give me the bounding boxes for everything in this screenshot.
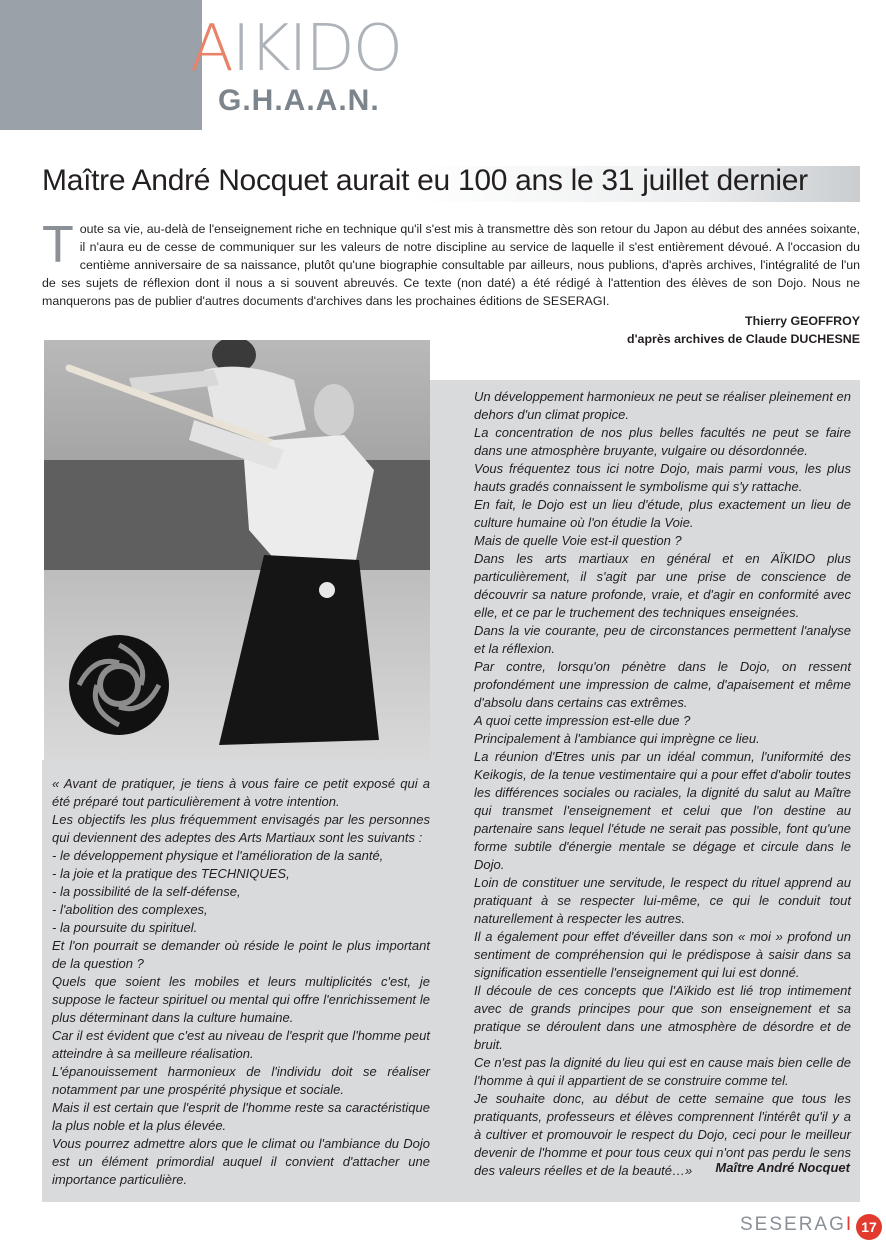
aikido-photo [44, 340, 430, 760]
paragraph: « Avant de pratiquer, je tiens à vous faire ce petit exposé qui a été préparé tout particulièrement à votre intention. [52, 776, 430, 809]
paragraph: Je souhaite donc, au début de cette semaine que tous les pratiquants, professeurs et élèves comprennent l'intérêt qu'il y a à cultiver et promouvoir le respect du Dojo, ceci pour le meilleur devenir de l'homme et pour tous ceux qui n'ont pas perdu le sens des valeurs réelles et de la beauté…» [474, 1091, 851, 1178]
paragraph: Mais de quelle Voie est-il question ? [474, 533, 682, 548]
credit-author: Thierry GEOFFROY [745, 314, 860, 328]
paragraph: Ce n'est pas la dignité du lieu qui est en cause mais bien celle de l'homme à qui il appartient de se construire comme tel. [474, 1055, 851, 1088]
list-item: - le développement physique et l'amélioration de la santé, [52, 848, 384, 863]
paragraph: La concentration de nos plus belles facultés ne peut se faire dans une atmosphère bruyante, vulgaire ou désordonnée. [474, 425, 851, 458]
aikido-logo: AIKIDO [190, 12, 402, 86]
page-number: 17 [856, 1214, 882, 1240]
paragraph: L'épanouissement harmonieux de l'individu doit se réaliser notamment par une prospérité physique et sociale. [52, 1064, 430, 1097]
credits [627, 312, 860, 348]
paragraph: Vous pourrez admettre alors que le climat ou l'ambiance du Dojo est un élément primordial auquel il convient d'attacher une importance particulière. [52, 1136, 430, 1187]
paragraph: La réunion d'Etres unis par un idéal commun, l'uniformité des Keikogis, de la tenue vestimentaire qui a pour effet d'abolir toutes les différences sociales ou raciales, la dignité du salut au Maître qui transmet l'enseignement et celui que l'on destine au partenaire sans lequel l'étude ne serait pas possible, font qu'une forme subtile d'énergie mentale se dégage et circule dans le Dojo. [474, 749, 851, 872]
speech-left-column [52, 775, 430, 1189]
intro-paragraph [42, 216, 860, 310]
photo-illustration [44, 340, 430, 760]
paragraph: A quoi cette impression est-elle due ? [474, 713, 691, 728]
paragraph: Car il est évident que c'est au niveau de l'esprit que l'homme peut atteindre à sa meilleure réalisation. [52, 1028, 430, 1061]
paragraph: Les objectifs les plus fréquemment envisagés par les personnes qui deviennent des adeptes des Arts Martiaux sont les suivants : [52, 812, 430, 845]
credit-source: d'après archives de Claude DUCHESNE [627, 332, 860, 346]
drop-cap: T [42, 216, 74, 274]
list-item: - la poursuite du spirituel. [52, 920, 198, 935]
speech-right-column [474, 388, 851, 1180]
paragraph: Dans les arts martiaux en général et en AÏKIDO plus particulièrement, il s'agit par une prise de conscience de découvrir sa nature profonde, vraie, et d'agir en conformité avec elle, et ce par le truchement des techniques enseignées. [474, 551, 851, 620]
signature: Maître André Nocquet [715, 1160, 850, 1175]
paragraph: Il découle de ces concepts que l'Aïkido est lié trop intimement avec de grands principes pour que son enseignement et sa pratique se déroulent dans une atmosphère de désordre et de bruit. [474, 983, 851, 1052]
footer-brand: SESERAGI [740, 1214, 854, 1235]
paragraph: Loin de constituer une servitude, le respect du rituel apprend au pratiquant à se respecter lui-même, ce qui le conduit tout naturellement à respecter les autres. [474, 875, 851, 926]
paragraph: Dans la vie courante, peu de circonstances permettent l'analyse et la réflexion. [474, 623, 851, 656]
paragraph: En fait, le Dojo est un lieu d'étude, plus exactement un lieu de culture humaine où l'on étudie la Voie. [474, 497, 851, 530]
paragraph: Il a également pour effet d'éveiller dans son « moi » profond un sentiment de compréhension qui le prédispose à saisir dans sa signification essentielle l'enseignement qui lui est donné. [474, 929, 851, 980]
org-name: G.H.A.A.N. [218, 84, 380, 117]
paragraph: Quels que soient les mobiles et leurs multiplicités c'est, je suppose le facteur spirituel ou mental qui offre l'enrichissement le plus déterminant dans la culture humaine. [52, 974, 430, 1025]
paragraph: Principalement à l'ambiance qui imprègne ce lieu. [474, 731, 760, 746]
list-item: - la possibilité de la self-défense, [52, 884, 241, 899]
article-headline: Maître André Nocquet aurait eu 100 ans le 31 juillet dernier [42, 164, 808, 197]
paragraph: Un développement harmonieux ne peut se réaliser pleinement en dehors d'un climat propice. [474, 389, 851, 422]
list-item: - la joie et la pratique des TECHNIQUES, [52, 866, 290, 881]
dojo-emblem [69, 635, 169, 735]
paragraph: Par contre, lorsqu'on pénètre dans le Dojo, on ressent profondément une impression de calme, d'apaisement et même d'absolu dans certains cas extrêmes. [474, 659, 851, 710]
header-corner-block [0, 0, 202, 130]
paragraph: Mais il est certain que l'esprit de l'homme reste sa caractéristique la plus noble et la plus élevée. [52, 1100, 430, 1133]
intro-text: oute sa vie, au-delà de l'enseignement riche en technique qu'il s'est mis à transmettre dès son retour du Japon au début des années soixante, il n'aura eu de cesse de communiquer sur les valeurs de notre discipline au service de laquelle il s'est entièrement dévoué. A l'occasion du centième anniversaire de sa naissance, plutôt qu'une biographie consultable par ailleurs, nous publions, d'après archives, l'intégralité de l'un de ses sujets de réflexion dont il nous a si souvent abreuvés. Ce texte (non daté) a été rédigé à l'attention des élèves de son Dojo. Nous ne manquerons pas de publier d'autres documents d'archives dans les prochaines éditions de SESERAGI. [42, 222, 860, 308]
list-item: - l'abolition des complexes, [52, 902, 208, 917]
paragraph: Vous fréquentez tous ici notre Dojo, mais parmi vous, les plus hauts gradés connaissent le symbolisme qui s'y rattache. [474, 461, 851, 494]
paragraph: Et l'on pourrait se demander où réside le point le plus important de la question ? [52, 938, 430, 971]
